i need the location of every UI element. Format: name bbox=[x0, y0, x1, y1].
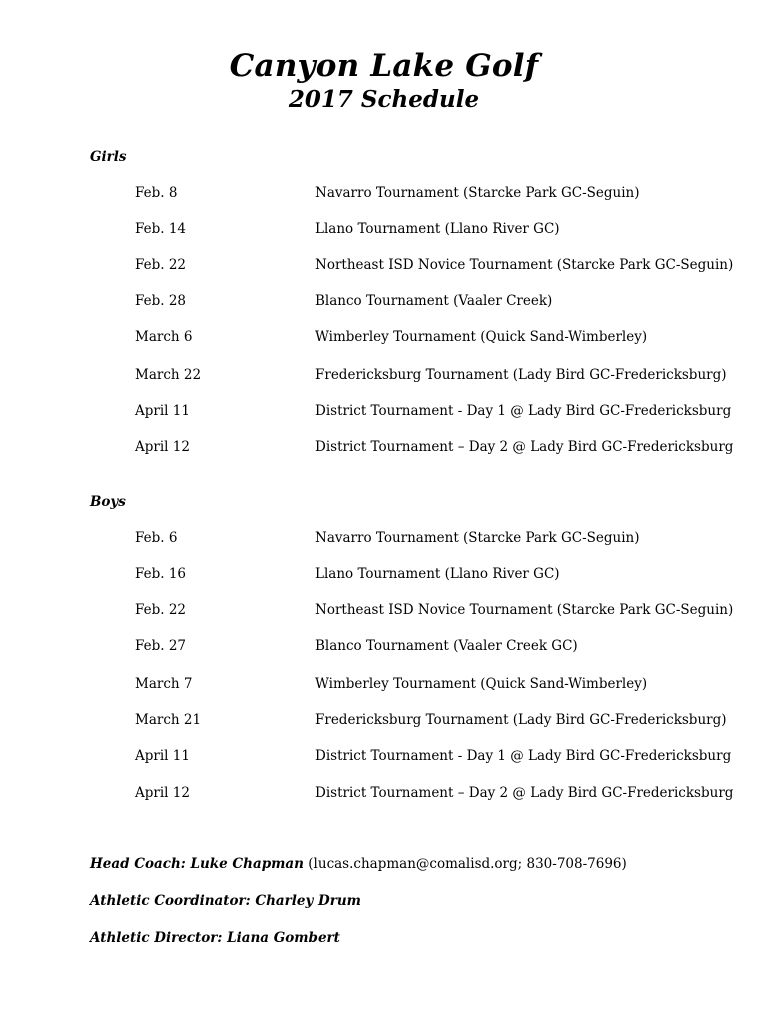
girls-section-heading: Girls bbox=[90, 149, 127, 165]
schedule-date: Feb. 6 bbox=[135, 530, 178, 546]
head-coach-contact-details: (lucas.chapman@comalisd.org; 830-708-7696) bbox=[304, 856, 627, 872]
schedule-event: Blanco Tournament (Vaaler Creek) bbox=[315, 293, 553, 309]
athletic-coordinator-line bbox=[90, 893, 361, 909]
schedule-date: March 21 bbox=[135, 712, 202, 728]
schedule-event: Navarro Tournament (Starcke Park GC-Seguin) bbox=[315, 185, 640, 201]
schedule-event: Wimberley Tournament (Quick Sand-Wimberley) bbox=[315, 676, 648, 692]
boys-section-heading: Boys bbox=[90, 494, 126, 510]
schedule-event: Northeast ISD Novice Tournament (Starcke Park GC-Seguin) bbox=[315, 257, 734, 273]
schedule-date: March 22 bbox=[135, 367, 202, 383]
schedule-date: Feb. 28 bbox=[135, 293, 187, 309]
boys-schedule-row bbox=[0, 785, 768, 805]
head-coach-name: Head Coach: Luke Chapman bbox=[90, 856, 304, 872]
schedule-event: District Tournament - Day 1 @ Lady Bird GC-Fredericksburg bbox=[315, 403, 732, 419]
boys-schedule-row bbox=[0, 676, 768, 696]
schedule-event: Navarro Tournament (Starcke Park GC-Seguin) bbox=[315, 530, 640, 546]
boys-schedule-row bbox=[0, 602, 768, 622]
schedule-event: Llano Tournament (Llano River GC) bbox=[315, 566, 560, 582]
girls-schedule-row bbox=[0, 403, 768, 423]
schedule-date: April 11 bbox=[135, 748, 190, 764]
girls-schedule-row bbox=[0, 439, 768, 459]
schedule-date: Feb. 27 bbox=[135, 638, 187, 654]
athletic-coordinator-name: Athletic Coordinator: Charley Drum bbox=[90, 893, 361, 909]
girls-schedule-row bbox=[0, 257, 768, 277]
schedule-date: Feb. 22 bbox=[135, 257, 187, 273]
girls-schedule-row bbox=[0, 293, 768, 313]
schedule-event: Fredericksburg Tournament (Lady Bird GC-Fredericksburg) bbox=[315, 367, 727, 383]
boys-schedule-row bbox=[0, 530, 768, 550]
athletic-director-name: Athletic Director: Liana Gombert bbox=[90, 930, 340, 946]
girls-schedule-row bbox=[0, 221, 768, 241]
schedule-date: April 11 bbox=[135, 403, 190, 419]
schedule-date: March 7 bbox=[135, 676, 193, 692]
head-coach-line bbox=[90, 856, 627, 872]
page-title: Canyon Lake Golf bbox=[229, 48, 539, 84]
schedule-event: District Tournament – Day 2 @ Lady Bird GC-Fredericksburg bbox=[315, 439, 734, 455]
schedule-event: District Tournament – Day 2 @ Lady Bird GC-Fredericksburg bbox=[315, 785, 734, 801]
boys-schedule-row bbox=[0, 712, 768, 732]
schedule-event: Blanco Tournament (Vaaler Creek GC) bbox=[315, 638, 578, 654]
schedule-event: District Tournament - Day 1 @ Lady Bird GC-Fredericksburg bbox=[315, 748, 732, 764]
schedule-event: Wimberley Tournament (Quick Sand-Wimberley) bbox=[315, 329, 648, 345]
schedule-date: March 6 bbox=[135, 329, 193, 345]
girls-schedule-row bbox=[0, 185, 768, 205]
schedule-date: Feb. 22 bbox=[135, 602, 187, 618]
schedule-date: Feb. 14 bbox=[135, 221, 187, 237]
schedule-event: Northeast ISD Novice Tournament (Starcke Park GC-Seguin) bbox=[315, 602, 734, 618]
schedule-date: April 12 bbox=[135, 785, 190, 801]
boys-schedule-row bbox=[0, 748, 768, 768]
schedule-event: Fredericksburg Tournament (Lady Bird GC-Fredericksburg) bbox=[315, 712, 727, 728]
schedule-date: April 12 bbox=[135, 439, 190, 455]
schedule-date: Feb. 8 bbox=[135, 185, 178, 201]
boys-schedule-row bbox=[0, 638, 768, 658]
schedule-event: Llano Tournament (Llano River GC) bbox=[315, 221, 560, 237]
boys-schedule-row bbox=[0, 566, 768, 586]
girls-schedule-row bbox=[0, 367, 768, 387]
schedule-date: Feb. 16 bbox=[135, 566, 187, 582]
girls-schedule-row bbox=[0, 329, 768, 349]
athletic-director-line bbox=[90, 930, 340, 946]
page-subtitle: 2017 Schedule bbox=[288, 86, 480, 113]
